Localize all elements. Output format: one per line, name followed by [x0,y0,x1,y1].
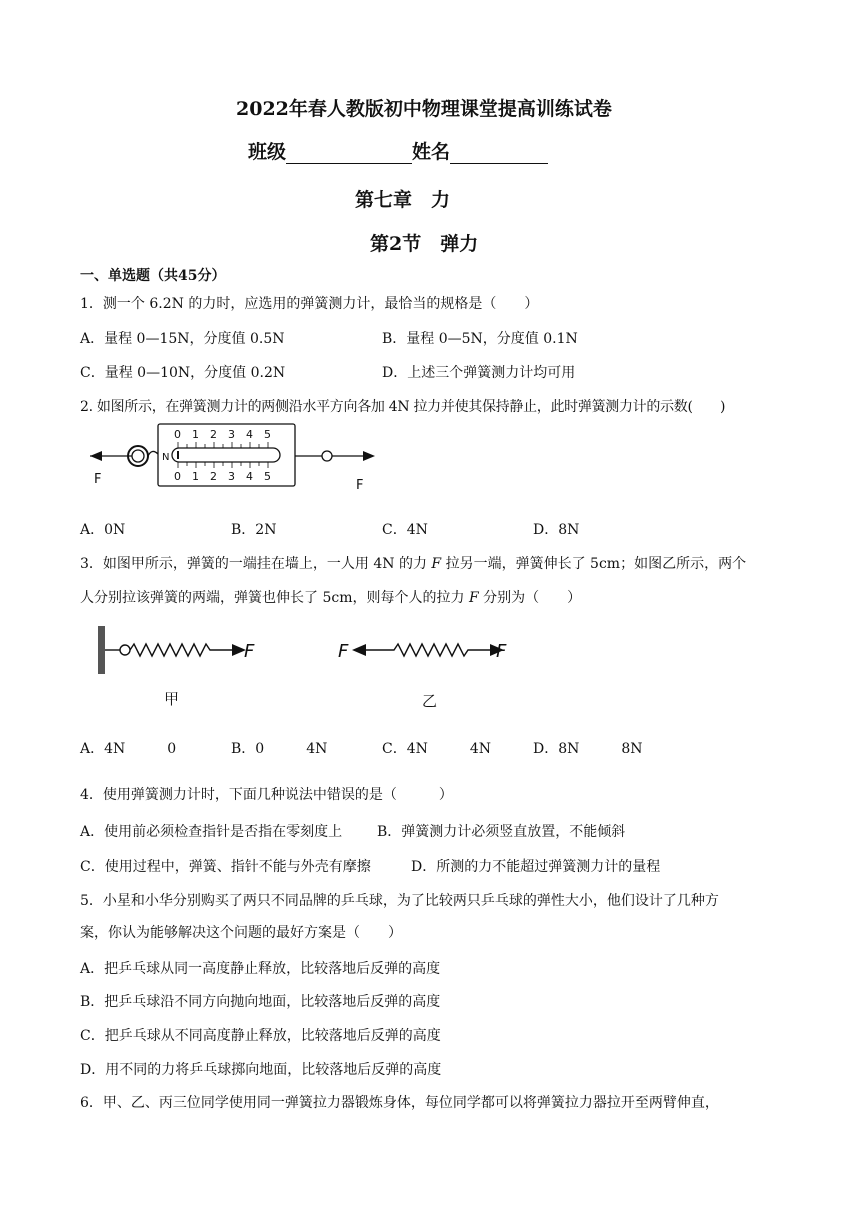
q4-option-a: A．使用前必须检查指针是否指在零刻度上 [80,824,343,840]
q5-option-c: C．把乒乓球从不同高度静止释放，比较落地后反弹的高度 [80,1028,441,1044]
name-blank [450,143,548,164]
q1-option-d: D．上述三个弹簧测力计均可用 [382,365,576,381]
q3-stem-line1 [80,553,746,573]
q2-scale-label-bottom-5: 5 [264,470,271,483]
q2-option-b: B．2N [231,522,277,538]
q3-figure-jia [94,622,274,712]
q5-option-a: A．把乒乓球从同一高度静止释放，比较落地后反弹的高度 [80,961,441,977]
part-heading: 一、单选题（共45分） [80,268,226,284]
q3-option-a: A．4N 0 [80,741,177,757]
q3-yi-left-force-label: F [338,641,349,662]
q3-stem-line2-part2: 分别为（ ） [478,590,582,606]
q3-yi-right-force-label: F [496,641,507,662]
q4-stem: 4．使用弹簧测力计时，下面几种说法中错误的是（ ） [80,787,453,803]
q2-option-d: D．8N [533,522,580,538]
q1-stem: 1．测一个 6.2N 的力时，应选用的弹簧测力计，最恰当的规格是（ ） [80,296,539,312]
q3-jia-force-label: F [244,641,255,662]
class-blank [286,143,412,164]
wall-icon [98,626,105,674]
q3-stem-line2 [80,587,581,607]
q3-yi-caption: 乙 [422,692,438,710]
q2-left-force-label: F [94,472,102,487]
q3-stem-line2-force: F [468,590,479,606]
q4-option-d: D．所测的力不能超过弹簧测力计的量程 [411,859,661,875]
q3-option-d: D．8N 8N [533,741,643,757]
q2-scale-label-bottom-3: 3 [228,470,235,483]
q5-option-b: B．把乒乓球沿不同方向抛向地面，比较落地后反弹的高度 [80,994,441,1010]
q2-option-c: C．4N [382,522,428,538]
q2-scale-label-top-2: 2 [210,428,217,441]
q6-stem-line1: 6．甲、乙、丙三位同学使用同一弹簧拉力器锻炼身体，每位同学都可以将弹簧拉力器拉开至两臂伸直， [80,1095,719,1111]
chapter-title: 第七章 力 [355,189,451,211]
q1-option-c: C．量程 0—10N，分度值 0.2N [80,365,286,381]
q2-scale-label-top-3: 3 [228,428,235,441]
q2-scale-label-bottom-1: 1 [192,470,199,483]
q2-scale-label-top-1: 1 [192,428,199,441]
q2-option-a: A．0N [80,522,126,538]
exam-title: 2022年春人教版初中物理课堂提高训练试卷 [236,98,612,120]
class-name-line [248,137,548,164]
class-label: 班级 [248,141,287,163]
q5-stem-line2: 案，你认为能够解决这个问题的最好方案是（ ） [80,925,402,941]
q3-stem-line2-part1: 人分别拉该弹簧的两端，弹簧也伸长了 5cm，则每个人的拉力 [80,590,469,606]
q1-option-a: A．量程 0—15N，分度值 0.5N [80,331,285,347]
q3-stem-line1-part2: 拉另一端，弹簧伸长了 5cm；如图乙所示，两个 [441,556,747,572]
q3-stem-line1-part1: 3．如图甲所示，弹簧的一端挂在墙上，一人用 4N 的力 [80,556,432,572]
q3-stem-line1-force: F [431,556,442,572]
name-label: 姓名 [412,141,451,163]
section-title: 第2节 弹力 [370,233,479,255]
q4-option-c: C．使用过程中，弹簧、指针不能与外壳有摩擦 [80,859,371,875]
q4-option-b: B．弹簧测力计必须竖直放置，不能倾斜 [377,824,626,840]
q2-scale-label-bottom-2: 2 [210,470,217,483]
q3-jia-caption: 甲 [164,690,180,708]
q2-scale-label-bottom-4: 4 [246,470,253,483]
q2-scale-label-top-0: 0 [174,428,181,441]
q5-option-d: D．用不同的力将乒乓球掷向地面，比较落地后反弹的高度 [80,1062,442,1078]
q2-scale-label-bottom-0: 0 [174,470,181,483]
q3-figure-yi [336,622,526,712]
q2-scale-label-top-5: 5 [264,428,271,441]
q5-stem-line1: 5．小星和小华分别购买了两只不同品牌的乒乓球，为了比较两只乒乓球的弹性大小，他们设计了几种方 [80,893,719,909]
q2-scale-label-top-4: 4 [246,428,253,441]
q2-right-force-label: F [356,478,364,493]
q2-stem: 2. 如图所示，在弹簧测力计的两侧沿水平方向各加 4N 拉力并使其保持静止，此时弹簧测力计的示数( ) [80,399,726,415]
q2-unit-label: N [162,452,170,463]
q2-spring-scale-figure [86,420,386,495]
q1-option-b: B．量程 0—5N，分度值 0.1N [382,331,578,347]
q3-option-c: C．4N 4N [382,741,492,757]
q3-option-b: B．0 4N [231,741,328,757]
